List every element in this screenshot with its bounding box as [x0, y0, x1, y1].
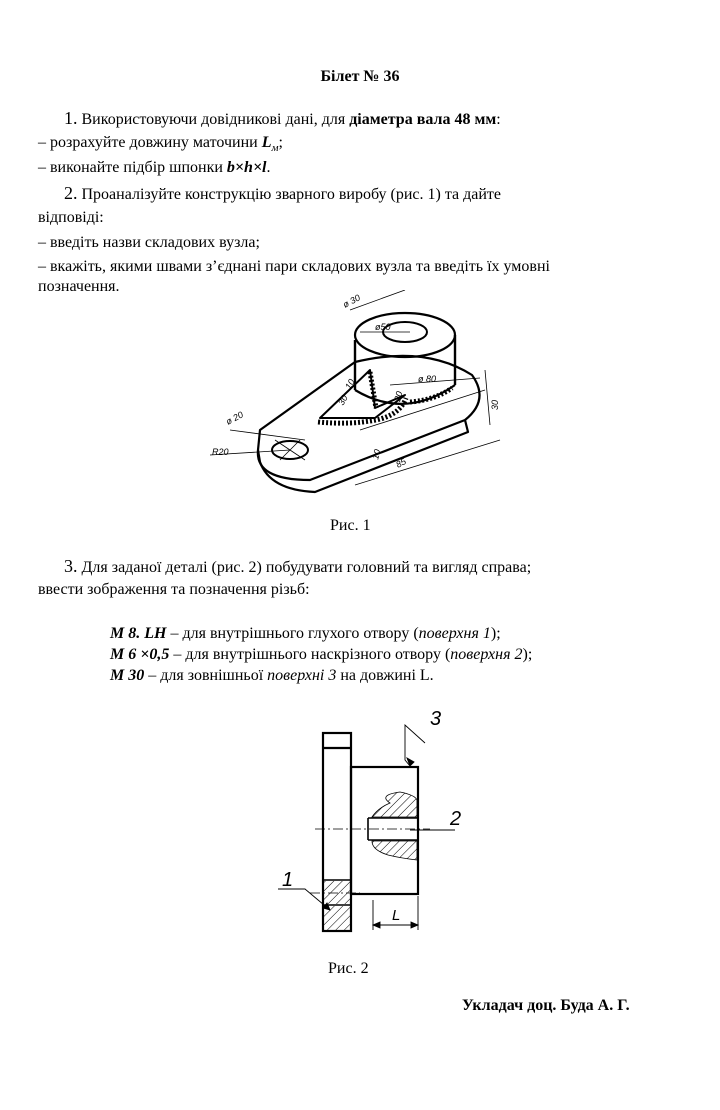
q1-line [64, 108, 501, 130]
q1-item1-end: ; [278, 134, 283, 151]
q2-line2: відповіді: [38, 209, 104, 226]
dim-d20: ø 20 [224, 409, 245, 427]
dim-d30: ø 30 [341, 292, 362, 310]
thread-code: M 6 ×0,5 [110, 646, 170, 663]
thread-item [110, 666, 434, 686]
ticket-title: Білет № 36 [320, 68, 400, 85]
q2-item2-cont: позначення. [38, 278, 120, 295]
q2-line1 [64, 183, 501, 205]
q3-text: Для заданої деталі (рис. 2) побудувати головний та вигляд справа; [81, 559, 532, 576]
thread-desc: – для внутрішнього глухого отвору ( [166, 625, 419, 642]
figure-2-part-drawing [260, 700, 480, 945]
thread-surface: поверхня 1 [418, 625, 491, 642]
q2-item1: – введіть назви складових вузла; [38, 234, 260, 251]
hub-length-var: L [261, 134, 272, 151]
q1-text: Використовуючи довідникові дані, для [81, 111, 350, 128]
thread-surface: поверхні 3 [267, 667, 337, 684]
q3-line2: ввести зображення та позначення різьб: [38, 581, 310, 598]
author-signature: Укладач доц. Буда А. Г. [462, 997, 630, 1014]
q2-item2: – вкажіть, якими швами з’єднані пари складових вузла та введіть їх умовні [38, 258, 550, 275]
dim-30b: 30 [490, 399, 500, 410]
label-L: L [392, 907, 401, 924]
thread-item [110, 645, 532, 665]
dim-d50: ø50 [375, 322, 391, 332]
q1-item2-text: – виконайте підбір шпонки [38, 159, 227, 176]
thread-desc: – для зовнішньої [144, 667, 268, 684]
thread-code: M 8. LH [110, 625, 167, 642]
q1-colon: : [496, 111, 501, 128]
thread-end: ); [522, 646, 533, 663]
q1-item-hub-length [38, 133, 283, 158]
thread-surface: поверхня 2 [450, 646, 523, 663]
thread-code: M 30 [110, 667, 145, 684]
key-dims-var: b×h×l [226, 159, 267, 176]
thread-item [110, 624, 501, 644]
label-1: 1 [282, 869, 294, 891]
figure-1-welded-part [200, 290, 520, 505]
dim-85: 85 [394, 456, 408, 470]
dim-20: 20 [392, 390, 405, 403]
hub-outline [351, 767, 418, 894]
dim-30a: 30 [336, 393, 350, 407]
dim-10b: 10 [370, 448, 383, 461]
q1-item-key-select [38, 158, 271, 178]
q3-line1 [64, 556, 531, 578]
figure-1-caption: Рис. 1 [330, 517, 371, 534]
thread-end: ); [490, 625, 501, 642]
hatch-section-top [372, 792, 417, 817]
label-2: 2 [450, 808, 462, 830]
hatch-section-bottom [372, 841, 417, 860]
q2-text: Проаналізуйте конструкцію зварного виробу (рис. 1) та дайте [81, 186, 502, 203]
hub-length-sub: м [271, 142, 279, 155]
label-3: 3 [430, 708, 442, 730]
figure-2-caption: Рис. 2 [328, 960, 369, 977]
thread-end: на довжині L. [336, 667, 434, 684]
q2-number: 2. [64, 183, 78, 203]
dim-10a: 10 [343, 377, 357, 391]
cylinder-top [355, 313, 455, 357]
dim-r20: R20 [212, 447, 229, 457]
dim-d80: ø 80 [418, 374, 437, 384]
q1-item2-end: . [266, 159, 271, 176]
q1-item1-text: – розрахуйте довжину маточини [38, 134, 262, 151]
q3-number: 3. [64, 556, 78, 576]
q1-shaft-diameter: діаметра вала 48 мм [349, 111, 497, 128]
q1-number: 1. [64, 108, 78, 128]
thread-desc: – для внутрішнього наскрізного отвору ( [169, 646, 451, 663]
hatch-blind-hole [324, 881, 350, 904]
